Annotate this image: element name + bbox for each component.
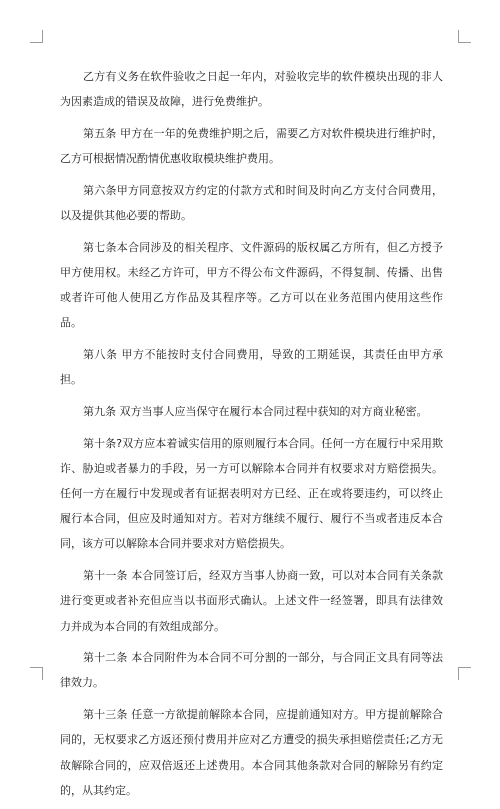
crop-mark-top-right xyxy=(458,30,471,43)
paragraph-maintenance: 乙方有义务在软件验收之日起一年内，对验收完毕的软件模块出现的非人为因素造成的错误及故障，进行免费维护。 xyxy=(60,70,443,109)
crop-mark-bottom-left xyxy=(30,667,43,680)
paragraph-article-9: 第九条 双方当事人应当保守在履行本合同过程中获知的对方商业秘密。 xyxy=(83,404,428,418)
crop-mark-top-left xyxy=(30,30,43,43)
crop-mark-bottom-right xyxy=(458,667,471,680)
paragraph-article-13: 第十三条 任意一方欲提前解除本合同，应提前通知对方。甲方提前解除合同的，无权要求乙方返还预付费用并应对乙方遭受的损失承担赔偿责任;乙方无故解除合同的，应双倍返还上述费用。本合同其他条款对合同的解除另有约定的，从其约定。 xyxy=(60,708,443,797)
paragraph-article-12: 第十二条 本合同附件为本合同不可分割的一部分，与合同正文具有同等法律效力。 xyxy=(60,651,443,690)
paragraph-article-8: 第八条 甲方不能按时支付合同费用，导致的工期延误，其责任由甲方承担。 xyxy=(60,348,443,387)
contract-body xyxy=(60,64,443,809)
paragraph-article-6: 第六条甲方同意按双方约定的付款方式和时间及时向乙方支付合同费用，以及提供其他必要的帮助。 xyxy=(60,183,443,223)
paragraph-article-10: 第十条?双方应本着诚实信用的原则履行本合同。任何一方在履行中采用欺诈、胁迫或者暴力的手段，另一方可以解除本合同并有权要求对方赔偿损失。任何一方在履行中发现或者有证据表明对方已经、正在或将要违约，可以终止履行本合同，但应及时通知对方。若对方继续不履行、履行不当或者违反本合同，该方可以解除本合同并要求对方赔偿损失。 xyxy=(60,436,443,551)
paragraph-article-11: 第十一条 本合同签订后，经双方当事人协商一致，可以对本合同有关条款进行变更或者补充但应当以书面形式确认。上述文件一经签署，即具有法律效力并成为本合同的有效组成部分。 xyxy=(60,569,443,633)
paragraph-article-5: 第五条 甲方在一年的免费维护期之后，需要乙方对软件模块进行维护时，乙方可根据情况酌情优惠收取模块维护费用。 xyxy=(60,126,443,166)
paragraph-article-7: 第七条本合同涉及的相关程序、文件源码的版权属乙方所有，但乙方授予甲方使用权。未经乙方许可，甲方不得公布文件源码，不得复制、传播、出售或者许可他人使用乙方作品及其程序等。乙方可以在业务范围内使用这些作品。 xyxy=(60,240,443,330)
